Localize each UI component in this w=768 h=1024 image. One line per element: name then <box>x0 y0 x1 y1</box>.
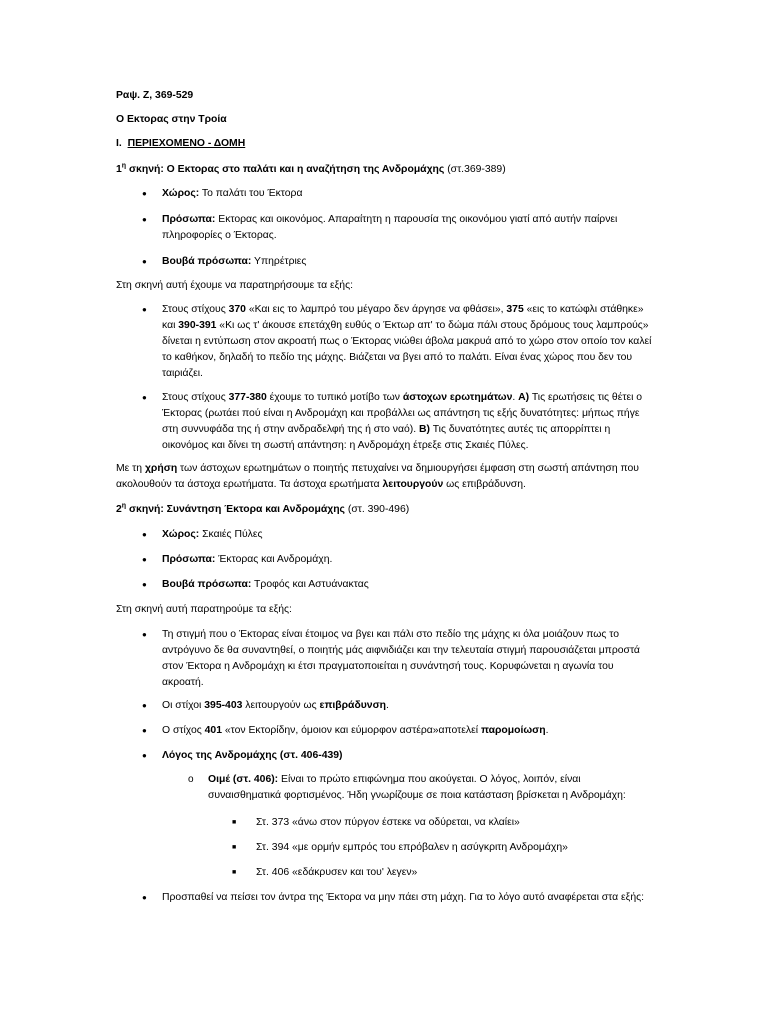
bullet-icon: ● <box>142 751 147 760</box>
bullet-icon: ● <box>142 189 147 198</box>
verse-quote: Στ. 406 «εδάκρυσεν και του' λεγεν» <box>256 867 418 878</box>
scene2-intro: Στη σκηνή αυτή παρατηρούμε τα εξής: <box>116 604 292 615</box>
bullet-icon: ● <box>142 580 147 589</box>
square-bullet-icon: ■ <box>232 819 237 826</box>
document-title: Ο Εκτορας στην Τροία <box>116 114 227 125</box>
scene2-heading <box>116 502 656 518</box>
bullet-icon: ● <box>142 215 147 224</box>
scene1-ordinal: η <box>121 162 127 170</box>
andromache-speech-note: Οιμέ (στ. 406): Είναι το πρώτο επιφώνημα που ακούγεται. Ο λόγος, λοιπόν, είναι συναισθηματικά φορτισμένος. Ήδη γνωρίζουμε σε ποια κατάσταση βρίσκεται η Ανδρομάχη: <box>208 774 626 801</box>
persons-label: Πρόσωπα: <box>162 554 216 565</box>
mute-persons-value: Υπηρέτριες <box>251 256 307 267</box>
bullet-icon: ● <box>142 257 147 266</box>
square-bullet-icon: ■ <box>232 844 237 851</box>
scene1-range: (στ.369-389) <box>444 164 506 175</box>
section-title: ΠΕΡΙΕΧΟΜΕΝΟ - ΔΟΜΗ <box>127 138 246 149</box>
verse-quote: Στ. 373 «άνω στον πύργον έστεκε να οδύρεται, να κλαίει» <box>256 817 520 828</box>
mute-persons-label: Βουβά πρόσωπα: <box>162 579 252 590</box>
rhapsody-reference: Ραψ. Ζ, 369-529 <box>116 90 194 101</box>
place-label: Χώρος: <box>162 529 200 540</box>
scene1-point-2: Στους στίχους 377-380 έχουμε το τυπικό μοτίβο των άστοχων ερωτημάτων. Α) Τις ερωτήσεις τις θέτει ο Έκτορας (ρωτάει πού είναι η Ανδρομάχη και προβάλλει ως απάντηση τις εξής δυνατότητες: μήπως πήγε στη συννυφάδα της ή στην ανδραδελφή της ή στο ναό). Β) Τις δυνατότητες αυτές τις απορρίπτει η οικονόμος και δίνει τη σωστή απάντηση: η Ανδρομάχη έτρεξε στις Σκαιές Πύλες. <box>162 392 643 451</box>
scene1-conclusion: Με τη χρήση των άστοχων ερωτημάτων ο ποιητής πετυχαίνει να δημιουργήσει έμφαση στη σωστή απάντηση που ακολουθούν τα άστοχα ερωτήματα. Τα άστοχα ερωτήματα λειτουργούν ως επιβράδυνση. <box>116 463 639 490</box>
place-value: Σκαιές Πύλες <box>199 529 263 540</box>
bullet-icon: ● <box>142 393 147 402</box>
persons-value: Εκτορας και οικονόμος. Απαραίτητη η παρουσία της οικονόμου γιατί από αυτήν παίρνει πληροφορίες ο Έκτορας. <box>162 214 618 241</box>
scene1-heading-text: σκηνή: Ο Εκτορας στο παλάτι και η αναζήτηση της Ανδρομάχης <box>126 164 445 175</box>
bullet-icon: ● <box>142 726 147 735</box>
section-heading <box>116 136 656 152</box>
place-value: Το παλάτι του Έκτορα <box>199 188 303 199</box>
verse-quote: Στ. 394 «με ορμήν εμπρός του επρόβαλεν η ασύγκριτη Ανδρομάχη» <box>256 842 568 853</box>
persons-label: Πρόσωπα: <box>162 214 216 225</box>
place-label: Χώρος: <box>162 188 200 199</box>
bullet-icon: ● <box>142 893 147 902</box>
scene1-intro: Στη σκηνή αυτή έχουμε να παρατηρήσουμε τα εξής: <box>116 280 353 291</box>
bullet-icon: ● <box>142 305 147 314</box>
bullet-icon: ● <box>142 530 147 539</box>
scene1-number: 1 <box>116 164 122 175</box>
scene2-point-2: Οι στίχοι 395-403 λειτουργούν ως επιβράδυνση. <box>162 700 389 711</box>
mute-persons-label: Βουβά πρόσωπα: <box>162 256 252 267</box>
scene2-point-4: Λόγος της Ανδρομάχης (στ. 406-439) <box>162 750 343 761</box>
scene2-point-1: Τη στιγμή που ο Έκτορας είναι έτοιμος να βγει και πάλι στο πεδίο της μάχης κι όλα μοιάζουν πως το αντρόγυνο δε θα συναντηθεί, ο ποιητής μάς αιφνιδιάζει και την τελευταία στιγμή παρουσιάζεται μπροστά στον Έκτορα η Ανδρομάχη κι έτσι πραγματοποιείται η συνάντησή τους. Κορυφώνεται η αγωνία του ακροατή. <box>162 629 640 688</box>
bullet-icon: ● <box>142 630 147 639</box>
scene2-point-5: Προσπαθεί να πείσει τον άντρα της Έκτορα να μην πάει στη μάχη. Για το λόγο αυτό αναφέρεται στα εξής: <box>162 892 644 903</box>
scene1-heading <box>116 162 656 178</box>
mute-persons-value: Τροφός και Αστυάνακτας <box>251 579 369 590</box>
bullet-icon: ● <box>142 701 147 710</box>
square-bullet-icon: ■ <box>232 869 237 876</box>
scene2-ordinal: η <box>121 502 127 510</box>
section-number: I. <box>116 138 122 149</box>
scene2-heading-text: σκηνή: Συνάντηση Έκτορα και Ανδρομάχης <box>126 504 345 515</box>
bullet-icon: ● <box>142 555 147 564</box>
scene2-number: 2 <box>116 504 122 515</box>
scene2-range: (στ. 390-496) <box>344 504 410 515</box>
circle-bullet-icon: o <box>188 774 194 785</box>
scene1-point-1: Στους στίχους 370 «Και εις το λαμπρό του μέγαρο δεν άργησε να φθάσει», 375 «εις το κατώφλι στάθηκε» και 390-391 «Κι ως τ' άκουσε επετάχθη ευθύς ο Έκτωρ απ' το δώμα πάλι στους δρόμους τους λαμπρούς» δίνεται η εντύπωση στον ακροατή πως ο Έκτορας νιώθει άβολα μακρυά από το χώρο στον οποίο τον καλεί το καθήκον, δηλαδή το πεδίο της μάχης. Βιάζεται να βγει από το παλάτι. Είναι ένας χώρος που δεν του ταιριάζει. <box>162 304 652 379</box>
persons-value: Έκτορας και Ανδρομάχη. <box>215 554 333 565</box>
scene2-point-3: Ο στίχος 401 «τον Εκτορίδην, όμοιον και εύμορφον αστέρα»αποτελεί παρομοίωση. <box>162 725 549 736</box>
